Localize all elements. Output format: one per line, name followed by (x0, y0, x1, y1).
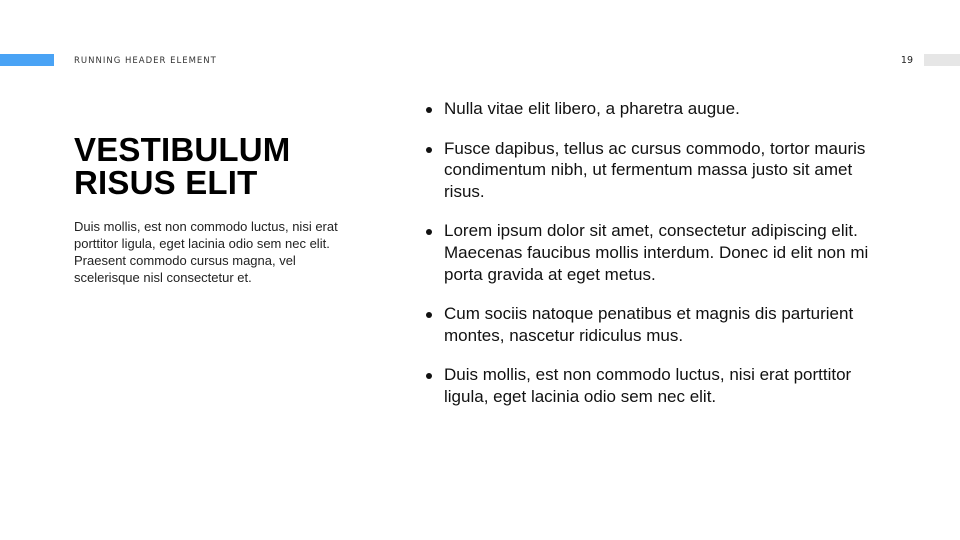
bullet-text: Duis mollis, est non commodo luctus, nisi erat porttitor ligula, eget lacinia odio sem nec elit. (444, 365, 852, 406)
bullet-text: Nulla vitae elit libero, a pharetra augue. (444, 99, 740, 118)
intro-paragraph: Duis mollis, est non commodo luctus, nisi erat porttitor ligula, eget lacinia odio sem nec elit. Praesent commodo cursus magna, vel scelerisque nisl consectetur et. (74, 219, 338, 285)
slide-title (74, 133, 374, 199)
bullet-dot-icon (426, 229, 432, 235)
bullet-dot-icon (426, 373, 432, 379)
bullet-dot-icon (426, 312, 432, 318)
bullet-text: Cum sociis natoque penatibus et magnis dis parturient montes, nascetur ridiculus mus. (444, 304, 854, 345)
accent-bar-left (0, 54, 54, 66)
running-header: RUNNING HEADER ELEMENT (74, 56, 217, 66)
bullet-item (425, 303, 895, 346)
slide-title-line-2: RISUS ELIT (74, 164, 258, 201)
bullet-dot-icon (426, 147, 432, 153)
bullet-dot-icon (426, 107, 432, 113)
bullet-item (425, 98, 895, 120)
accent-bar-right (924, 54, 960, 66)
bullet-item (425, 138, 895, 203)
page-number: 19 (900, 55, 913, 66)
bullet-item (425, 220, 895, 285)
bullet-text: Fusce dapibus, tellus ac cursus commodo, tortor mauris condimentum nibh, ut fermentum massa justo sit amet risus. (444, 138, 866, 201)
bullet-item (425, 364, 895, 407)
slide-title-line-1: VESTIBULUM (74, 131, 291, 168)
bullet-text: Lorem ipsum dolor sit amet, consectetur adipiscing elit. Maecenas faucibus mollis interdum. Donec id elit non mi porta gravida at eget metus. (444, 221, 869, 284)
bullet-list (425, 98, 895, 426)
